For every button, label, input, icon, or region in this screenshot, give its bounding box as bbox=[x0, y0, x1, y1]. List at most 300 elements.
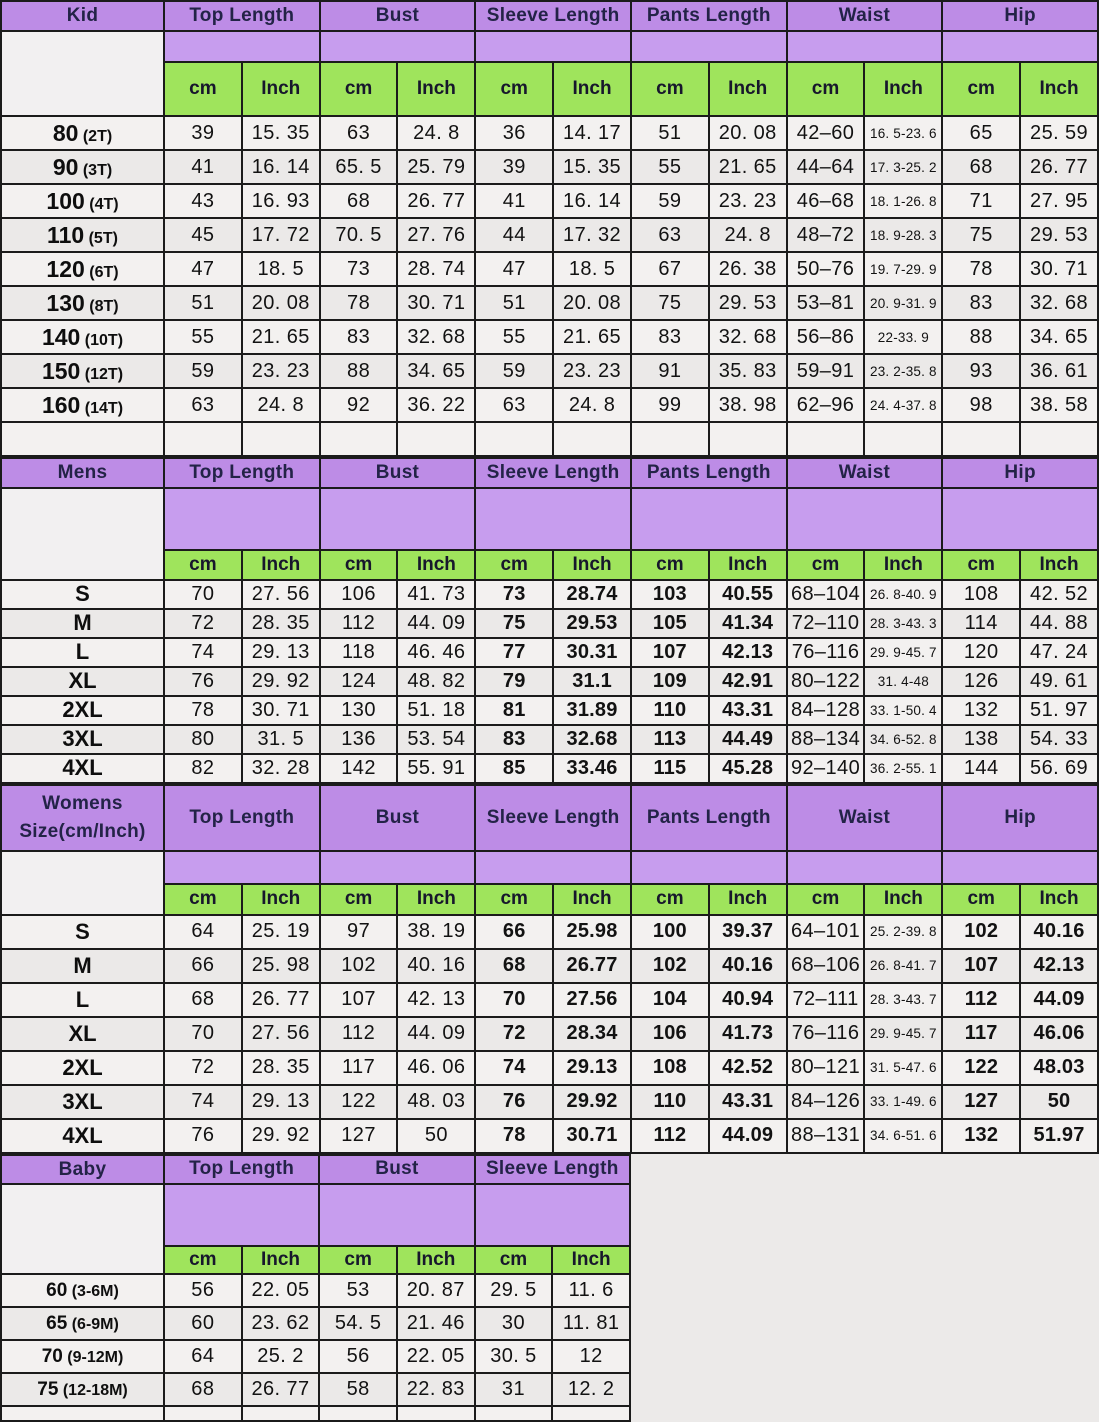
size-number: 80 bbox=[52, 119, 79, 146]
empty-cell bbox=[397, 422, 475, 456]
measurement-cell: 25. 98 bbox=[242, 949, 320, 983]
column-group-header: Top Length bbox=[164, 785, 320, 851]
section-title-baby bbox=[1, 1155, 164, 1185]
band-cell bbox=[164, 1184, 319, 1246]
table-row bbox=[1, 1017, 1098, 1051]
unit-header-cm: cm bbox=[164, 550, 242, 580]
measurement-cell: 67 bbox=[631, 252, 709, 286]
measurement-cell: 33.46 bbox=[553, 754, 631, 783]
measurement-cell: 62–96 bbox=[787, 388, 865, 422]
measurement-cell: 28. 35 bbox=[242, 609, 320, 638]
empty-cell bbox=[942, 422, 1020, 456]
measurement-cell: 15. 35 bbox=[242, 116, 320, 150]
measurement-cell: 76 bbox=[475, 1085, 553, 1119]
measurement-cell: 40.55 bbox=[709, 580, 787, 609]
measurement-cell: 124 bbox=[320, 667, 398, 696]
size-suffix: (2T) bbox=[78, 127, 113, 145]
measurement-cell: 34. 65 bbox=[397, 354, 475, 388]
empty-cell bbox=[475, 1406, 553, 1421]
unit-header-inch: Inch bbox=[553, 62, 631, 116]
size-label bbox=[1, 1274, 164, 1307]
unit-header-cm: cm bbox=[475, 62, 553, 116]
column-group-header: Bust bbox=[320, 458, 476, 488]
measurement-cell: 64–101 bbox=[787, 915, 865, 949]
unit-header-inch: Inch bbox=[553, 550, 631, 580]
measurement-cell: 48.03 bbox=[1020, 1051, 1098, 1085]
table-row bbox=[1, 1085, 1098, 1119]
measurement-cell: 30. 71 bbox=[242, 696, 320, 725]
measurement-cell: 107 bbox=[942, 949, 1020, 983]
measurement-cell: 24. 4-37. 8 bbox=[864, 388, 942, 422]
measurement-cell: 26. 8-41. 7 bbox=[864, 949, 942, 983]
measurement-cell: 26.77 bbox=[553, 949, 631, 983]
empty-cell bbox=[1, 422, 164, 456]
measurement-cell: 30 bbox=[475, 1307, 553, 1340]
measurement-cell: 63 bbox=[631, 218, 709, 252]
measurement-cell: 36. 22 bbox=[397, 388, 475, 422]
measurement-cell: 81 bbox=[475, 696, 553, 725]
measurement-cell: 25. 2 bbox=[242, 1340, 320, 1373]
unit-header-inch: Inch bbox=[242, 884, 320, 915]
measurement-cell: 31.1 bbox=[553, 667, 631, 696]
measurement-cell: 16. 5-23. 6 bbox=[864, 116, 942, 150]
measurement-cell: 63 bbox=[164, 388, 242, 422]
size-number: 130 bbox=[46, 289, 85, 316]
measurement-cell: 26. 77 bbox=[242, 1373, 320, 1406]
empty-cell bbox=[553, 422, 631, 456]
measurement-cell: 51. 18 bbox=[397, 696, 475, 725]
measurement-cell: 98 bbox=[942, 388, 1020, 422]
measurement-cell: 68 bbox=[320, 184, 398, 218]
measurement-cell: 27. 56 bbox=[242, 1017, 320, 1051]
measurement-cell: 46. 06 bbox=[397, 1051, 475, 1085]
measurement-cell: 92–140 bbox=[787, 754, 865, 783]
measurement-cell: 22. 83 bbox=[397, 1373, 475, 1406]
kid-size-table-container bbox=[0, 0, 1099, 457]
column-group-header: Bust bbox=[320, 785, 476, 851]
size-suffix: (3T) bbox=[78, 161, 113, 179]
measurement-cell: 25. 79 bbox=[397, 150, 475, 184]
measurement-cell: 59 bbox=[475, 354, 553, 388]
measurement-cell: 23. 23 bbox=[553, 354, 631, 388]
measurement-cell: 30.31 bbox=[553, 638, 631, 667]
measurement-cell: 82 bbox=[164, 754, 242, 783]
table-row bbox=[1, 320, 1098, 354]
empty-cell bbox=[1020, 422, 1098, 456]
measurement-cell: 92 bbox=[320, 388, 398, 422]
unit-header-cm: cm bbox=[475, 884, 553, 915]
measurement-cell: 30.71 bbox=[553, 1119, 631, 1153]
measurement-cell: 24. 8 bbox=[709, 218, 787, 252]
band-cell bbox=[787, 31, 943, 62]
measurement-cell: 122 bbox=[942, 1051, 1020, 1085]
measurement-cell: 46.06 bbox=[1020, 1017, 1098, 1051]
measurement-cell: 83 bbox=[631, 320, 709, 354]
size-suffix: (9-12M) bbox=[62, 1348, 124, 1366]
section-title-line: Mens bbox=[57, 462, 108, 483]
size-suffix: (4T) bbox=[84, 195, 119, 213]
band-row bbox=[1, 1184, 630, 1246]
table-row bbox=[1, 388, 1098, 422]
measurement-cell: 21. 46 bbox=[397, 1307, 475, 1340]
measurement-cell: 102 bbox=[631, 949, 709, 983]
measurement-cell: 29. 13 bbox=[242, 638, 320, 667]
measurement-cell: 29. 9-45. 7 bbox=[864, 1017, 942, 1051]
measurement-cell: 48–72 bbox=[787, 218, 865, 252]
table-row bbox=[1, 1051, 1098, 1085]
unit-header-inch: Inch bbox=[242, 62, 320, 116]
measurement-cell: 60 bbox=[164, 1307, 242, 1340]
measurement-cell: 83 bbox=[942, 286, 1020, 320]
measurement-cell: 20. 08 bbox=[553, 286, 631, 320]
measurement-cell: 29. 92 bbox=[242, 1119, 320, 1153]
measurement-cell: 88 bbox=[320, 354, 398, 388]
table-row bbox=[1, 286, 1098, 320]
unit-header-inch: Inch bbox=[242, 1246, 320, 1274]
measurement-cell: 17. 32 bbox=[553, 218, 631, 252]
band-cell bbox=[320, 488, 476, 550]
measurement-cell: 56–86 bbox=[787, 320, 865, 354]
measurement-cell: 112 bbox=[320, 609, 398, 638]
measurement-cell: 18. 1-26. 8 bbox=[864, 184, 942, 218]
measurement-cell: 74 bbox=[475, 1051, 553, 1085]
measurement-cell: 28.74 bbox=[553, 580, 631, 609]
size-number: 70 bbox=[41, 1345, 63, 1367]
measurement-cell: 32.68 bbox=[553, 725, 631, 754]
unit-header-cm: cm bbox=[320, 62, 398, 116]
measurement-cell: 93 bbox=[942, 354, 1020, 388]
measurement-cell: 64 bbox=[164, 915, 242, 949]
table-row bbox=[1, 667, 1098, 696]
measurement-cell: 47 bbox=[164, 252, 242, 286]
measurement-cell: 74 bbox=[164, 1085, 242, 1119]
unit-header-inch: Inch bbox=[1020, 884, 1098, 915]
size-label: XL bbox=[1, 667, 164, 696]
measurement-cell: 27. 95 bbox=[1020, 184, 1098, 218]
size-number: 160 bbox=[41, 391, 81, 418]
measurement-cell: 72 bbox=[475, 1017, 553, 1051]
measurement-cell: 70 bbox=[164, 1017, 242, 1051]
unit-header-cm: cm bbox=[631, 884, 709, 915]
band-cell bbox=[164, 851, 320, 884]
unit-header-cm: cm bbox=[164, 1246, 242, 1274]
measurement-cell: 83 bbox=[475, 725, 553, 754]
measurement-cell: 51 bbox=[475, 286, 553, 320]
measurement-cell: 100 bbox=[631, 915, 709, 949]
measurement-cell: 48. 03 bbox=[397, 1085, 475, 1119]
band-cell bbox=[164, 31, 320, 62]
section-side-cell bbox=[1, 851, 164, 915]
measurement-cell: 36. 2-55. 1 bbox=[864, 754, 942, 783]
size-number: 140 bbox=[41, 323, 81, 350]
measurement-cell: 136 bbox=[320, 725, 398, 754]
measurement-cell: 109 bbox=[631, 667, 709, 696]
measurement-cell: 16. 14 bbox=[553, 184, 631, 218]
size-label: 3XL bbox=[1, 725, 164, 754]
measurement-cell: 28. 3-43. 3 bbox=[864, 609, 942, 638]
section-title-kid bbox=[1, 1, 164, 31]
measurement-cell: 35. 83 bbox=[709, 354, 787, 388]
measurement-cell: 20. 08 bbox=[709, 116, 787, 150]
measurement-cell: 18. 9-28. 3 bbox=[864, 218, 942, 252]
measurement-cell: 42. 52 bbox=[1020, 580, 1098, 609]
empty-cell bbox=[320, 422, 398, 456]
measurement-cell: 55 bbox=[631, 150, 709, 184]
measurement-cell: 66 bbox=[475, 915, 553, 949]
measurement-cell: 29. 9-45. 7 bbox=[864, 638, 942, 667]
column-group-header: Pants Length bbox=[631, 1, 787, 31]
measurement-cell: 38. 98 bbox=[709, 388, 787, 422]
unit-header-cm: cm bbox=[942, 884, 1020, 915]
size-label bbox=[1, 184, 164, 218]
empty-cell bbox=[475, 422, 553, 456]
measurement-cell: 83 bbox=[320, 320, 398, 354]
measurement-cell: 84–126 bbox=[787, 1085, 865, 1119]
measurement-cell: 41 bbox=[164, 150, 242, 184]
section-side-cell bbox=[1, 1184, 164, 1274]
table-row bbox=[1, 252, 1098, 286]
measurement-cell: 41 bbox=[475, 184, 553, 218]
size-label: XL bbox=[1, 1017, 164, 1051]
unit-header-cm: cm bbox=[942, 62, 1020, 116]
baby-size-table bbox=[0, 1154, 631, 1422]
measurement-cell: 106 bbox=[320, 580, 398, 609]
measurement-cell: 78 bbox=[475, 1119, 553, 1153]
size-label: 2XL bbox=[1, 1051, 164, 1085]
band-cell bbox=[320, 31, 476, 62]
measurement-cell: 56 bbox=[164, 1274, 242, 1307]
measurement-cell: 99 bbox=[631, 388, 709, 422]
measurement-cell: 74 bbox=[164, 638, 242, 667]
measurement-cell: 33. 1-50. 4 bbox=[864, 696, 942, 725]
measurement-cell: 31 bbox=[475, 1373, 553, 1406]
measurement-cell: 19. 7-29. 9 bbox=[864, 252, 942, 286]
header-row bbox=[1, 1155, 630, 1185]
column-group-header: Waist bbox=[787, 458, 943, 488]
size-label bbox=[1, 286, 164, 320]
size-label bbox=[1, 252, 164, 286]
unit-header-cm: cm bbox=[319, 1246, 397, 1274]
measurement-cell: 23. 23 bbox=[242, 354, 320, 388]
measurement-cell: 18. 5 bbox=[242, 252, 320, 286]
measurement-cell: 26. 77 bbox=[242, 983, 320, 1017]
measurement-cell: 20. 08 bbox=[242, 286, 320, 320]
measurement-cell: 27. 56 bbox=[242, 580, 320, 609]
measurement-cell: 41. 73 bbox=[397, 580, 475, 609]
unit-header-cm: cm bbox=[164, 884, 242, 915]
measurement-cell: 73 bbox=[475, 580, 553, 609]
column-group-header: Pants Length bbox=[631, 785, 787, 851]
table-row bbox=[1, 150, 1098, 184]
measurement-cell: 20. 87 bbox=[397, 1274, 475, 1307]
measurement-cell: 73 bbox=[320, 252, 398, 286]
column-group-header: Hip bbox=[942, 458, 1098, 488]
unit-header-inch: Inch bbox=[552, 1246, 630, 1274]
header-row bbox=[1, 1, 1098, 31]
measurement-cell: 41.34 bbox=[709, 609, 787, 638]
size-number: 120 bbox=[46, 255, 85, 282]
baby-size-table-container bbox=[0, 1154, 631, 1422]
unit-header-cm: cm bbox=[631, 62, 709, 116]
measurement-cell: 32. 68 bbox=[397, 320, 475, 354]
unit-header-cm: cm bbox=[787, 62, 865, 116]
measurement-cell: 127 bbox=[320, 1119, 398, 1153]
measurement-cell: 65. 5 bbox=[320, 150, 398, 184]
measurement-cell: 21. 65 bbox=[553, 320, 631, 354]
empty-cell bbox=[164, 422, 242, 456]
measurement-cell: 43.31 bbox=[709, 1085, 787, 1119]
measurement-cell: 26. 38 bbox=[709, 252, 787, 286]
measurement-cell: 80 bbox=[164, 725, 242, 754]
unit-header-cm: cm bbox=[787, 884, 865, 915]
table-row bbox=[1, 1373, 630, 1406]
table-row bbox=[1, 580, 1098, 609]
measurement-cell: 91 bbox=[631, 354, 709, 388]
table-row bbox=[1, 184, 1098, 218]
band-cell bbox=[942, 851, 1098, 884]
measurement-cell: 38. 58 bbox=[1020, 388, 1098, 422]
measurement-cell: 18. 5 bbox=[553, 252, 631, 286]
band-cell bbox=[475, 1184, 630, 1246]
measurement-cell: 64 bbox=[164, 1340, 242, 1373]
table-row bbox=[1, 949, 1098, 983]
measurement-cell: 44 bbox=[475, 218, 553, 252]
empty-cell bbox=[631, 422, 709, 456]
size-label bbox=[1, 320, 164, 354]
measurement-cell: 21. 65 bbox=[242, 320, 320, 354]
measurement-cell: 29.13 bbox=[553, 1051, 631, 1085]
measurement-cell: 78 bbox=[320, 286, 398, 320]
size-suffix: (6-9M) bbox=[67, 1315, 119, 1333]
size-label: S bbox=[1, 580, 164, 609]
size-label: M bbox=[1, 949, 164, 983]
size-label bbox=[1, 218, 164, 252]
measurement-cell: 36 bbox=[475, 116, 553, 150]
size-suffix: (3-6M) bbox=[67, 1282, 119, 1300]
measurement-cell: 16. 14 bbox=[242, 150, 320, 184]
unit-row bbox=[1, 62, 1098, 116]
measurement-cell: 14. 17 bbox=[553, 116, 631, 150]
measurement-cell: 43.31 bbox=[709, 696, 787, 725]
measurement-cell: 42. 13 bbox=[397, 983, 475, 1017]
measurement-cell: 72 bbox=[164, 609, 242, 638]
measurement-cell: 34. 6-51. 6 bbox=[864, 1119, 942, 1153]
measurement-cell: 63 bbox=[475, 388, 553, 422]
mens-size-table-container bbox=[0, 457, 1099, 784]
measurement-cell: 78 bbox=[942, 252, 1020, 286]
measurement-cell: 65 bbox=[942, 116, 1020, 150]
measurement-cell: 78 bbox=[164, 696, 242, 725]
measurement-cell: 77 bbox=[475, 638, 553, 667]
band-cell bbox=[475, 31, 631, 62]
measurement-cell: 48. 82 bbox=[397, 667, 475, 696]
band-row bbox=[1, 851, 1098, 884]
size-label bbox=[1, 1340, 164, 1373]
unit-header-inch: Inch bbox=[1020, 62, 1098, 116]
measurement-cell: 42–60 bbox=[787, 116, 865, 150]
measurement-cell: 53–81 bbox=[787, 286, 865, 320]
unit-row bbox=[1, 884, 1098, 915]
measurement-cell: 58 bbox=[319, 1373, 397, 1406]
measurement-cell: 142 bbox=[320, 754, 398, 783]
table-row bbox=[1, 696, 1098, 725]
measurement-cell: 102 bbox=[320, 949, 398, 983]
measurement-cell: 16. 93 bbox=[242, 184, 320, 218]
measurement-cell: 22-33. 9 bbox=[864, 320, 942, 354]
measurement-cell: 31. 5-47. 6 bbox=[864, 1051, 942, 1085]
mens-size-table bbox=[0, 457, 1099, 784]
measurement-cell: 70 bbox=[164, 580, 242, 609]
measurement-cell: 76–116 bbox=[787, 638, 865, 667]
measurement-cell: 55 bbox=[475, 320, 553, 354]
table-row bbox=[1, 983, 1098, 1017]
measurement-cell: 42.91 bbox=[709, 667, 787, 696]
section-title-womens bbox=[1, 785, 164, 851]
baby-strip bbox=[0, 1154, 1099, 1422]
empty-cell bbox=[787, 422, 865, 456]
measurement-cell: 108 bbox=[942, 580, 1020, 609]
column-group-header: Waist bbox=[787, 1, 943, 31]
measurement-cell: 47 bbox=[475, 252, 553, 286]
measurement-cell: 22. 05 bbox=[397, 1340, 475, 1373]
measurement-cell: 107 bbox=[320, 983, 398, 1017]
measurement-cell: 49. 61 bbox=[1020, 667, 1098, 696]
measurement-cell: 72 bbox=[164, 1051, 242, 1085]
measurement-cell: 130 bbox=[320, 696, 398, 725]
measurement-cell: 56. 69 bbox=[1020, 754, 1098, 783]
column-group-header: Top Length bbox=[164, 458, 320, 488]
measurement-cell: 33. 1-49. 6 bbox=[864, 1085, 942, 1119]
empty-cell bbox=[319, 1406, 397, 1421]
measurement-cell: 24. 8 bbox=[242, 388, 320, 422]
measurement-cell: 75 bbox=[942, 218, 1020, 252]
measurement-cell: 46–68 bbox=[787, 184, 865, 218]
measurement-cell: 29. 53 bbox=[1020, 218, 1098, 252]
size-suffix: (12T) bbox=[80, 365, 124, 383]
band-row bbox=[1, 31, 1098, 62]
measurement-cell: 103 bbox=[631, 580, 709, 609]
measurement-cell: 112 bbox=[942, 983, 1020, 1017]
unit-header-cm: cm bbox=[475, 1246, 553, 1274]
measurement-cell: 132 bbox=[942, 1119, 1020, 1153]
measurement-cell: 24. 8 bbox=[553, 388, 631, 422]
measurement-cell: 23. 23 bbox=[709, 184, 787, 218]
size-label bbox=[1, 1307, 164, 1340]
measurement-cell: 138 bbox=[942, 725, 1020, 754]
column-group-header: Top Length bbox=[164, 1, 320, 31]
measurement-cell: 68 bbox=[164, 983, 242, 1017]
measurement-cell: 88–134 bbox=[787, 725, 865, 754]
unit-header-cm: cm bbox=[942, 550, 1020, 580]
measurement-cell: 126 bbox=[942, 667, 1020, 696]
measurement-cell: 31. 5 bbox=[242, 725, 320, 754]
measurement-cell: 29. 5 bbox=[475, 1274, 553, 1307]
empty-cell bbox=[397, 1406, 475, 1421]
measurement-cell: 68–104 bbox=[787, 580, 865, 609]
size-suffix: (6T) bbox=[84, 263, 119, 281]
unit-header-inch: Inch bbox=[397, 1246, 475, 1274]
measurement-cell: 107 bbox=[631, 638, 709, 667]
empty-cell bbox=[1, 1406, 164, 1421]
size-number: 65 bbox=[46, 1312, 68, 1334]
measurement-cell: 24. 8 bbox=[397, 116, 475, 150]
measurement-cell: 127 bbox=[942, 1085, 1020, 1119]
measurement-cell: 53 bbox=[319, 1274, 397, 1307]
measurement-cell: 22. 05 bbox=[242, 1274, 320, 1307]
band-row bbox=[1, 488, 1098, 550]
empty-separator-row bbox=[1, 422, 1098, 456]
table-row bbox=[1, 754, 1098, 783]
